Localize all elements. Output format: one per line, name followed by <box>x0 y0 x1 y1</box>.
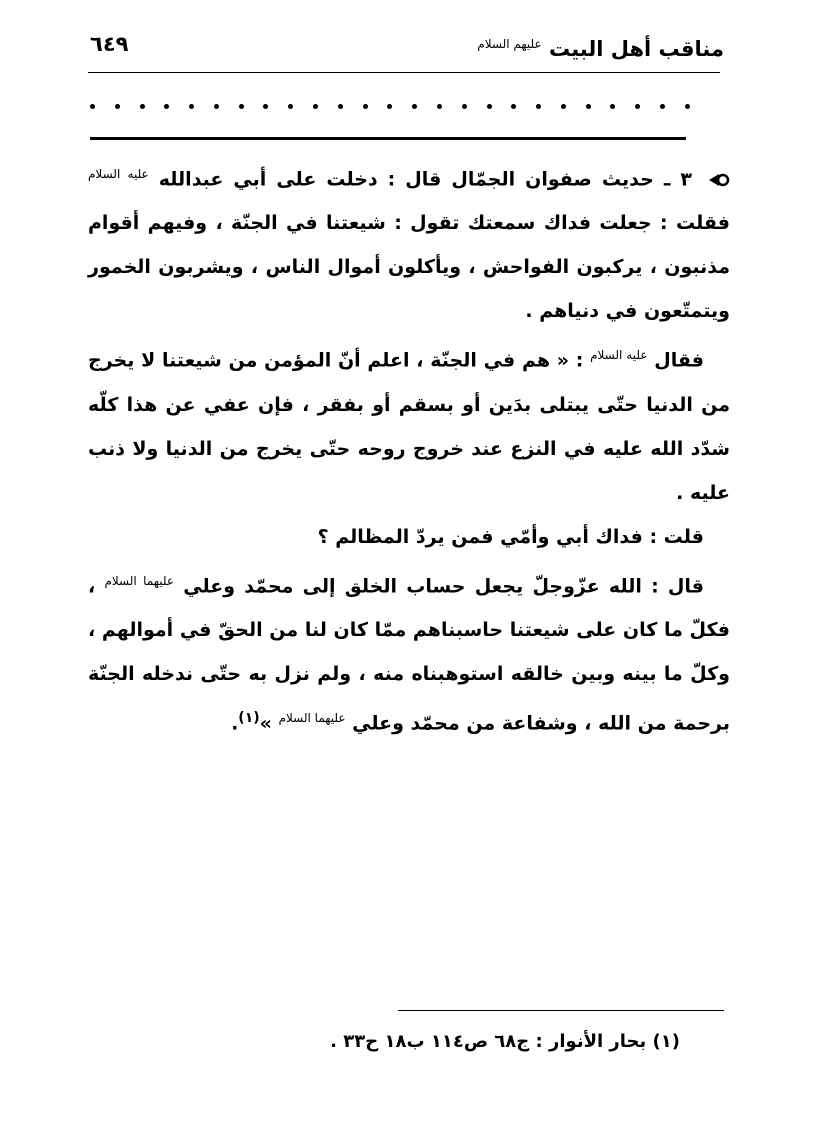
footnote: (١) بحار الأنوار : ج٦٨ ص١١٤ ب١٨ ح٣٣ . <box>330 1031 680 1052</box>
running-title: مناقب أهل البيت <box>548 37 724 61</box>
separator-dot <box>288 104 293 109</box>
separator-dot <box>363 104 368 109</box>
separator-dot <box>412 104 417 109</box>
separator-dot <box>685 104 690 109</box>
closing-quote: » <box>259 712 272 735</box>
footnote-rule <box>398 1010 724 1011</box>
separator-dot <box>189 104 194 109</box>
section-rule <box>90 137 686 140</box>
separator-dot <box>164 104 169 109</box>
paragraph-2-text-b: : « هم في الجنّة ، اعلم أنّ المؤمن من شيعتنا لا يخرج من الدنيا حتّى يبتلى بدَين أو بسقم أو بفقر ، فإن عفي عن هذا كلّه شدّد الله عليه في النزع عند خروج روحه حتّى يخرج من الدنيا ولا ذنب عليه . <box>88 349 730 504</box>
separator-dot <box>239 104 244 109</box>
running-head <box>477 26 724 67</box>
page-number: ٦٤٩ <box>90 32 129 56</box>
running-title-honorific: عليهم السلام <box>477 37 542 51</box>
header-rule <box>88 72 720 73</box>
paragraph-2-text-a: فقال <box>654 349 704 372</box>
honorific-glyph: عليه السلام <box>590 348 648 363</box>
final-period: . <box>231 712 239 735</box>
separator-dot <box>561 104 566 109</box>
paragraph-4-text-b: ، فكلّ ما كان على شيعتنا حاسبناهم ممّا كان لنا من الحقّ في أموالهم ، وكلّ ما بينه وبين خالقه استوهبناه منه ، ولم نزل به حتّى ندخله الجنّة برحمة من الله ، وشفاعة من محمّد وعلي <box>88 574 730 735</box>
separator-dot <box>635 104 640 109</box>
separator-dot <box>511 104 516 109</box>
hadith-paragraph-4 <box>88 559 730 746</box>
hadith-paragraph-1 <box>88 152 730 333</box>
separator-dot <box>462 104 467 109</box>
paragraph-1-text-a: حديث صفوان الجمّال قال : دخلت على أبي عبدالله <box>158 168 654 191</box>
hadith-paragraph-2 <box>88 333 730 514</box>
paragraph-1-text-b: فقلت : جعلت فداك سمعتك تقول : شيعتنا في الجنّة ، وفيهم أقوام مذنبون ، يركبون الفواحش ، ويأكلون أموال الناس ، ويشربون الخمور ويتمتّعون في دنياهم . <box>88 212 730 323</box>
hadith-paragraph-3: قلت : فداك أبي وأمّي فمن يردّ المظالم ؟ <box>317 525 704 548</box>
separator-dot <box>140 104 145 109</box>
separator-dot <box>536 104 541 109</box>
separator-dot <box>387 104 392 109</box>
separator-dot <box>586 104 591 109</box>
honorific-glyph: عليهما السلام <box>278 710 346 725</box>
separator-dot <box>313 104 318 109</box>
separator-dot <box>90 104 95 109</box>
separator-dot <box>263 104 268 109</box>
separator-dot <box>115 104 120 109</box>
honorific-glyph: عليهما السلام <box>104 573 175 588</box>
honorific-glyph: عليه السلام <box>88 167 149 181</box>
separator-dot <box>338 104 343 109</box>
hadith-bullet-icon <box>706 172 730 188</box>
footnote-reference: (١) <box>238 709 260 726</box>
hadith-text <box>88 152 730 745</box>
separator-dot <box>214 104 219 109</box>
separator-dot <box>660 104 665 109</box>
dotted-separator <box>90 96 690 116</box>
separator-dot <box>437 104 442 109</box>
separator-dot <box>487 104 492 109</box>
hadith-number: ٣ ـ <box>663 168 692 191</box>
paragraph-4-text-a: قال : الله عزّوجلّ يجعل حساب الخلق إلى محمّد وعلي <box>183 574 704 597</box>
separator-dot <box>610 104 615 109</box>
